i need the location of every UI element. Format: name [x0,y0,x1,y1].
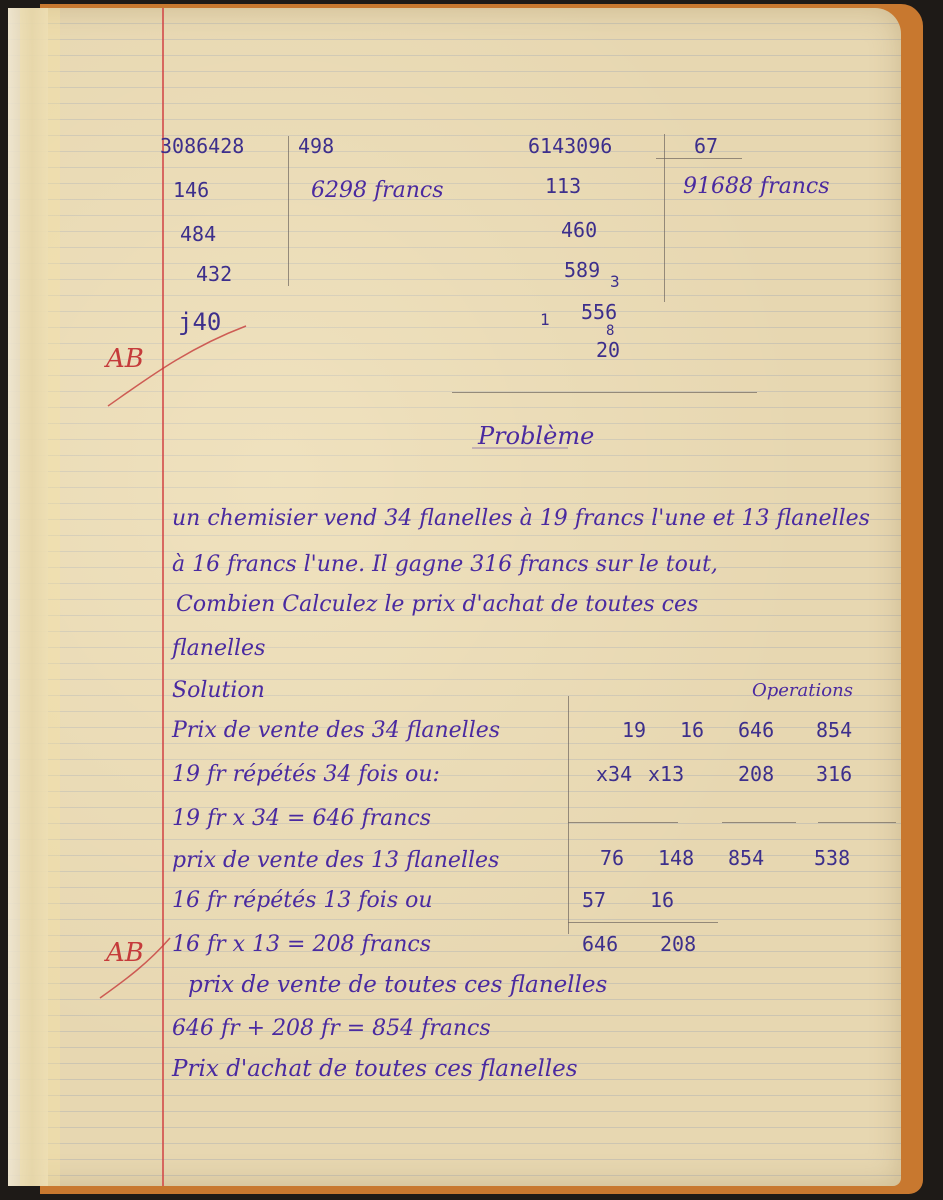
solution-line: Prix de vente des 34 flanelles [172,718,501,743]
division-two-dividend: 6143096 [528,134,613,158]
division-one-quotient: 6298 francs [311,178,444,203]
notebook-page [8,8,901,1186]
operations-cell: 16 [680,718,705,742]
solution-line: Prix d'achat de toutes ces flanelles [172,1056,578,1082]
operations-cell: 646 [582,932,619,956]
ink-strokes [8,8,901,1186]
division-one-line: 146 [173,178,210,202]
solution-line: 646 fr + 208 fr = 854 francs [172,1016,491,1041]
operations-cell: x13 [648,762,685,786]
division-one-divisor: 498 [298,134,335,158]
solution-line: prix de vente des 13 flanelles [172,848,500,873]
problem-line: un chemisier vend 34 flanelles à 19 francs l'une et 13 flanelles [172,506,870,531]
division-one-remainder: j40 [178,308,222,336]
operations-cell: 57 [582,888,607,912]
solution-line: prix de vente de toutes ces flanelles [188,972,608,998]
solution-line: 16 fr répétés 13 fois ou [172,888,433,913]
operations-cell: 208 [660,932,697,956]
operations-cell: 16 [650,888,675,912]
problem-line: Combien Calculez le prix d'achat de toutes ces [176,592,699,617]
division-two-remainder: 20 [596,338,621,362]
solution-label: Solution [172,678,265,703]
division-two-line: 556 [581,300,618,324]
operations-cell: 538 [814,846,851,870]
solution-line: 19 fr x 34 = 646 francs [172,806,431,831]
division-two-correction: 8 [606,323,615,339]
operations-cell: 646 [738,718,775,742]
division-one-line: 432 [196,262,233,286]
problem-line: flanelles [172,636,266,661]
division-two-mark: 1 [540,310,550,329]
solution-line: 16 fr x 13 = 208 francs [172,932,431,957]
division-two-divisor: 67 [694,134,719,158]
operations-label: Operations [752,680,853,701]
operations-cell: 19 [622,718,647,742]
operations-cell: 148 [658,846,695,870]
division-two-line: 113 [545,174,582,198]
problem-line: à 16 francs l'une. Il gagne 316 francs sur le tout, [172,552,718,577]
operations-cell: 316 [816,762,853,786]
operations-cell: 208 [738,762,775,786]
grade-mark-first: AB [106,344,144,374]
solution-line: 19 fr répétés 34 fois ou: [172,762,440,787]
division-two-line: 460 [561,218,598,242]
division-one-dividend: 3086428 [160,134,245,158]
grade-mark-second: AB [106,938,144,968]
problem-title: Problème [478,422,595,450]
division-one-line: 484 [180,222,217,246]
division-two-line: 589 [564,258,601,282]
operations-cell: 854 [816,718,853,742]
division-two-correction: 3 [610,272,620,291]
operations-cell: 76 [600,846,625,870]
division-two-quotient: 91688 francs [683,174,830,199]
operations-cell: x34 [596,762,633,786]
operations-cell: 854 [728,846,765,870]
